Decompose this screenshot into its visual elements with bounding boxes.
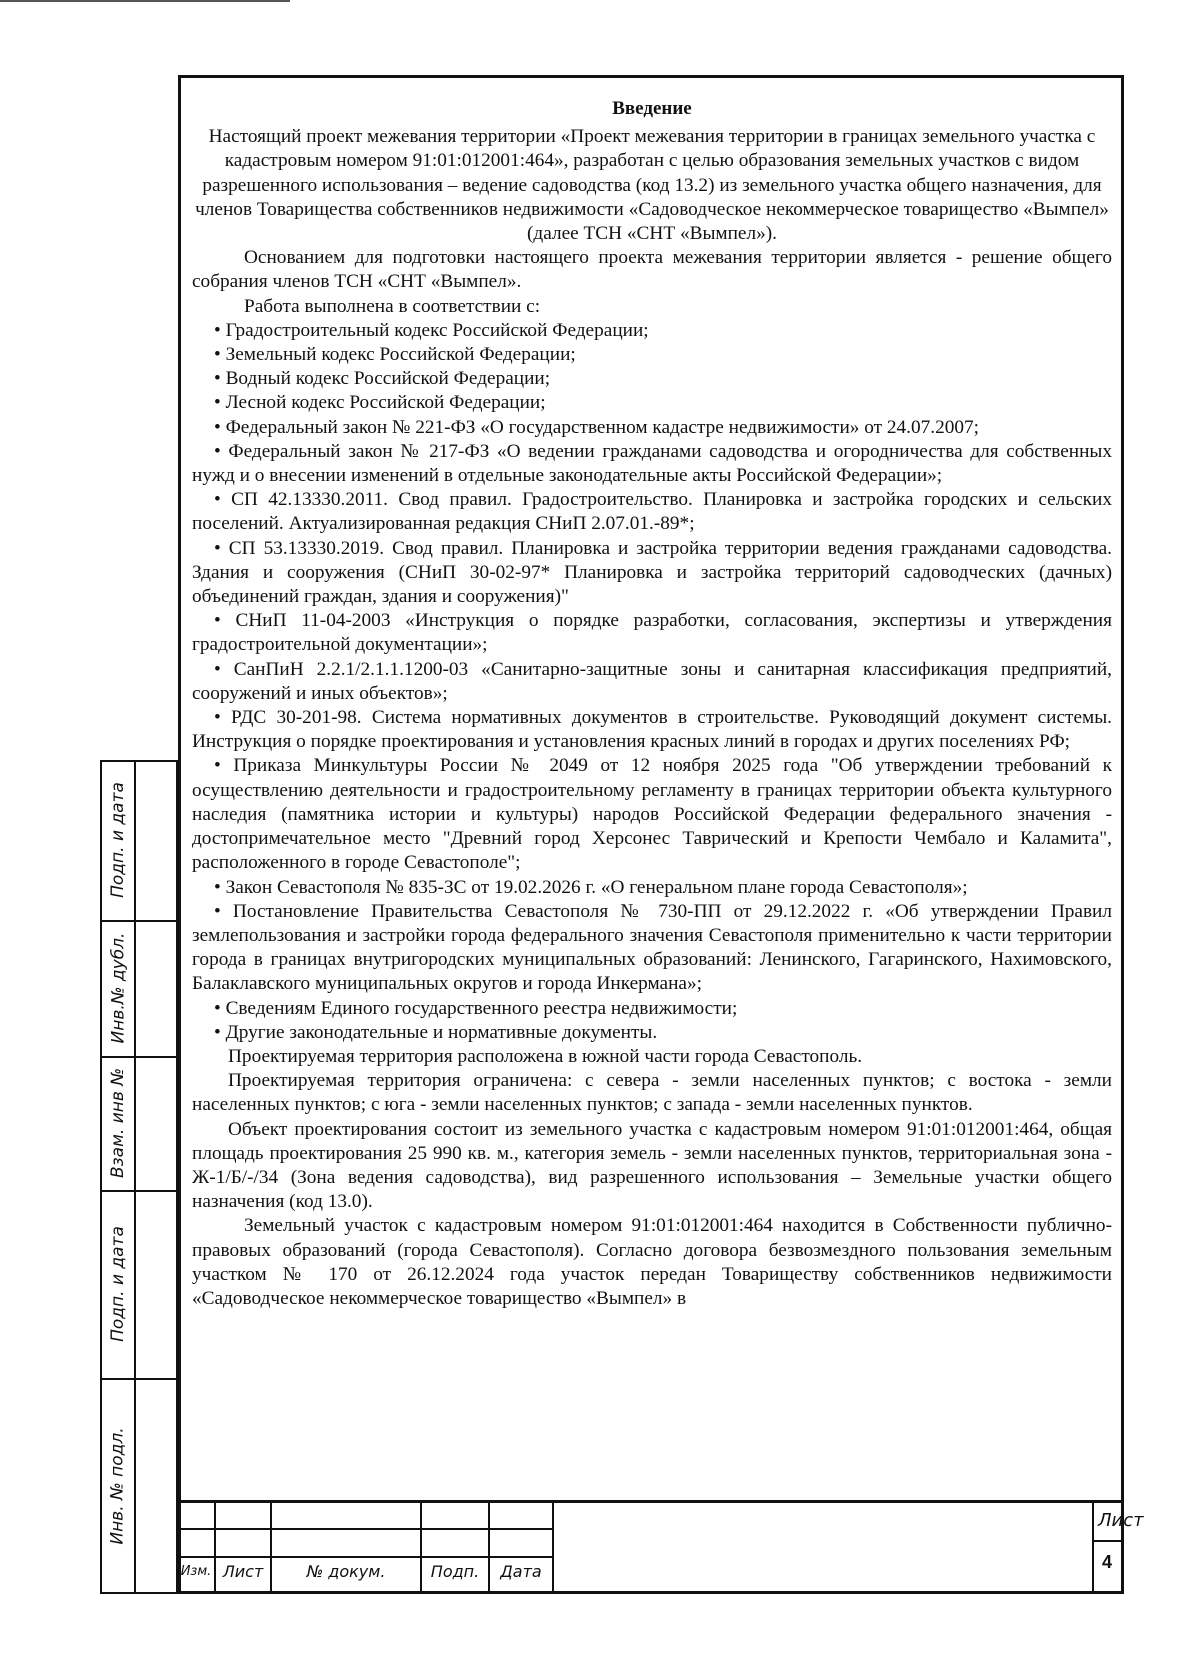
paragraph: • Сведениям Единого государственного реестра недвижимости; <box>214 997 738 1019</box>
col-izm-label: Изм. <box>180 1564 212 1579</box>
title-block-sheet-line <box>1094 1540 1124 1542</box>
scan-edge-mark <box>0 0 290 2</box>
paragraph: • Федеральный закон № 221-ФЗ «О государственном кадастре недвижимости» от 24.07.2007; <box>214 416 979 438</box>
paragraph: • Закон Севастополя № 835-ЗС от 19.02.2026 г. «О генеральном плане города Севастополя»; <box>214 876 968 898</box>
side-stamp-original-inv: Инв. № подл. <box>108 1427 129 1545</box>
paragraph: Основанием для подготовки настоящего проекта межевания территории является - решение общего собрания членов ТСН «СНТ «Вымпел». <box>192 247 1112 293</box>
paragraph: Объект проектирования состоит из земельного участка с кадастровым номером 91:01:012001:464, общая площадь проектирования 25 990 кв. м., категория земель - земли населенных пунктов, территориальная зона - Ж-1/Б/-/34 (Зона ведения садоводства), вид разрешенного использования – Земельные участки общего назначения (код 13.0). <box>192 1118 1112 1213</box>
side-stamp-dup-inv: Инв.№ дубл. <box>108 932 129 1044</box>
paragraph: Проектируемая территория расположена в южной части города Севастополь. <box>228 1045 863 1067</box>
paragraph: Настоящий проект межевания территории «Проект межевания территории в границах земельного участка с кадастровым номером 91:01:012001:464», разработан с целью образования земельных участков с видом разрешенного использования – ведение садоводства (код 13.2) из земельного участка общего назначения, для членов Товарищества собственников недвижимости «Садоводческое некоммерческое товарищество «Вымпел» (далее ТСН «СНТ «Вымпел»). <box>195 126 1109 245</box>
side-stamp-replace-inv: Взам. инв № <box>108 1067 128 1179</box>
paragraph: • СанПиН 2.2.1/2.1.1.1200-03 «Санитарно-защитные зоны и санитарная классификация предприятий, сооружений и иных объектов»; <box>192 658 1112 704</box>
paragraph: • СНиП 11-04-2003 «Инструкция о порядке разработки, согласования, экспертизы и утверждения градостроительной документации»; <box>192 610 1112 656</box>
paragraph: • Земельный кодекс Российской Федерации; <box>214 344 576 366</box>
sheet-number: 4 <box>1102 1552 1113 1572</box>
paragraph: • Градостроительный кодекс Российской Федерации; <box>214 319 649 341</box>
paragraph: • Лесной кодекс Российской Федерации; <box>214 392 546 414</box>
document-title: Введение <box>612 98 692 119</box>
document-body <box>192 97 1112 1487</box>
paragraph: • СП 53.13330.2019. Свод правил. Планировка и застройка территории ведения гражданами садоводства. Здания и сооружения (СНиП 30-02-97* Планировка и застройка территорий садоводческих (дачных) объединений граждан, здания и сооружения)" <box>192 537 1112 608</box>
title-block-row-line <box>178 1528 554 1530</box>
paragraph: • Другие законодательные и нормативные документы. <box>214 1021 658 1043</box>
paragraph: • Водный кодекс Российской Федерации; <box>214 368 551 390</box>
paragraph: • РДС 30-201-98. Система нормативных документов в строительстве. Руководящий документ системы. Инструкция о порядке проектирования и установления красных линий в городах и других поселениях РФ; <box>192 707 1112 753</box>
col-list-label: Лист <box>222 1562 264 1581</box>
title-block-row-line <box>178 1556 554 1558</box>
paragraph: Проектируемая территория ограничена: с севера - земли населенных пунктов; с востока - земли населенных пунктов; с юга - земли населенных пунктов; с запада - земли населенных пунктов. <box>192 1070 1112 1116</box>
paragraph: Земельный участок с кадастровым номером 91:01:012001:464 находится в Собственности публично-правовых образований (города Севастополя). Согласно договора безвозмездного пользования земельным участком № 170 от 26.12.2024 года участок передан Товариществу собственников недвижимости «Садоводческое некоммерческое товарищество «Вымпел» в <box>192 1215 1112 1309</box>
paragraph: • Постановление Правительства Севастополя № 730-ПП от 29.12.2022 г. «Об утверждении Правил землепользования и застройки города федерального значения Севастополя применительно к части территории города в границах внутригородских муниципальных образований: Ленинского, Гагаринского, Нахимовского, Балаклавского муниципальных округов и города Инкермана»; <box>192 900 1112 995</box>
title-block-top-line <box>178 1500 1124 1503</box>
paragraph: Работа выполнена в соответствии с: <box>244 295 541 317</box>
side-stamp-divider <box>134 760 136 1594</box>
paragraph: • СП 42.13330.2011. Свод правил. Градостроительство. Планировка и застройка городских и сельских поселений. Актуализированная редакция СНиП 2.07.01.-89*; <box>192 489 1112 535</box>
col-date-label: Дата <box>500 1562 542 1581</box>
side-stamp-sign-date-1: Подп. и дата <box>108 782 128 898</box>
sheet-label: Лист <box>1098 1510 1144 1531</box>
paragraph: • Приказа Минкультуры России № 2049 от 12 ноября 2025 года "Об утверждении требований к осуществлению деятельности и градостроительному регламенту в границах территории объекта культурного наследия (памятника истории и культуры) народов Российской Федерации федерального значения - достопримечательное место "Древний город Херсонес Таврический и Крепости Чембало и Каламита", расположенного в городе Севастополе"; <box>192 755 1112 874</box>
side-stamp <box>100 760 178 1594</box>
col-sign-label: Подп. <box>430 1562 480 1581</box>
col-doc-label: № докум. <box>306 1562 386 1581</box>
side-stamp-sign-date-2: Подп. и дата <box>108 1226 128 1342</box>
title-block-col-line <box>1092 1500 1094 1594</box>
paragraph-list <box>192 125 1112 1311</box>
title-block-col-line <box>552 1500 554 1594</box>
paragraph: • Федеральный закон № 217-ФЗ «О ведении гражданами садоводства и огородничества для собственных нужд и о внесении изменений в отдельные законодательные акты Российской Федерации»; <box>192 440 1112 487</box>
